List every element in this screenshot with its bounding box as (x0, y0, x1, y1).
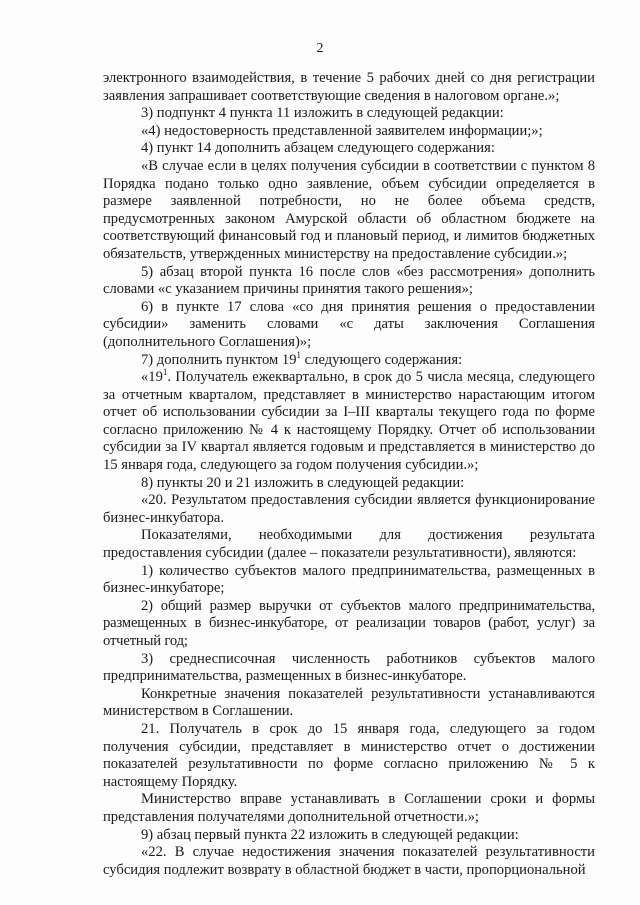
paragraph-item-3: 3) подпункт 4 пункта 11 изложить в следующей редакции: (141, 105, 504, 122)
paragraph-indicator-values: Конкретные значения показателей результативности устанавливаются министерством в Соглашении. (103, 685, 595, 720)
paragraph-continuation: электронного взаимодействия, в течение 5 рабочих дней со дня регистрации заявления запрашивает соответствующие сведения в налоговом органе.»; (103, 70, 595, 104)
quote-19-1-superscript: 1 (162, 367, 168, 378)
quote-19-1-text-post: . Получатель ежеквартально, в срок до 5 числа месяца, следующего за отчетным кварталом, представляет в министерство нарастающим итогом отчет об использовании субсидии за I–III кварталы текущего года по форме согласно приложению № 4 к настоящему Порядку. Отчет об использовании субсидии за IV квартал является годовым и представляется в министерство до 15 января года, следующего за годом получения субсидии.»; (103, 369, 595, 474)
paragraph-item-9: 9) абзац первый пункта 22 изложить в следующей редакции: (141, 826, 519, 843)
paragraph-item-7 (103, 349, 595, 370)
paragraph-additional-reporting: Министерство вправе устанавливать в Соглашении сроки и формы представления получателями дополнительной отчетности.»; (103, 791, 595, 825)
paragraph-indicator-1: 1) количество субъектов малого предпринимательства, размещенных в бизнес-инкубаторе; (103, 562, 595, 597)
paragraph-item-8: 8) пункты 20 и 21 изложить в следующей редакции: (141, 474, 465, 491)
item-7-text-post: следующего содержания: (301, 351, 463, 368)
paragraph-quote-4: «4) недостоверность представленной заявителем информации;»; (141, 122, 543, 139)
page-number: 2 (316, 41, 324, 56)
paragraph-quote-single-application: «В случае если в целях получения субсидии в соответствии с пунктом 8 Порядка подано только одно заявление, объем субсидии определяется в размере заявленной потребности, но не более объема средств, предусмотренных законом Амурской области об областном бюджете на соответствующий финансовый год и плановый период, и лимитов бюджетных обязательств, утвержденных министерству на предоставление субсидии.»; (103, 157, 595, 262)
quote-19-1-text-pre: «19 (141, 369, 163, 386)
item-7-text-pre: 7) дополнить пунктом 19 (141, 351, 297, 368)
paragraph-quote-20: «20. Результатом предоставления субсидии является функционирование бизнес-инкубатора. (103, 492, 595, 526)
item-7-superscript: 1 (296, 349, 302, 360)
paragraph-item-6: 6) в пункте 17 слова «со дня принятия решения о предоставлении субсидии» заменить словами «с даты заключения Соглашения (дополнительного Соглашения)»; (103, 298, 595, 350)
paragraph-indicator-2: 2) общий размер выручки от субъектов малого предпринимательства, размещенных в бизнес-инкубаторе, от реализации товаров (работ, услуг) за отчетный год; (103, 597, 595, 649)
paragraph-quote-22: «22. В случае недостижения значения показателей результативности субсидия подлежит возврату в областной бюджет в части, пропорциональной (103, 844, 595, 878)
paragraph-indicators: Показателями, необходимыми для достижения результата предоставления субсидии (далее – показатели результативности), являются: (103, 527, 595, 562)
paragraph-item-4: 4) пункт 14 дополнить абзацем следующего содержания: (141, 140, 495, 157)
paragraph-indicator-3: 3) среднесписочная численность работников субъектов малого предпринимательства, размещенных в бизнес-инкубаторе. (103, 650, 595, 685)
document-body (103, 70, 595, 879)
paragraph-point-21: 21. Получатель в срок до 15 января года, следующего за годом получения субсидии, представляет в министерство отчет о достижении показателей результативности по форме согласно приложению № 5 к настоящему Порядку. (103, 720, 595, 790)
paragraph-item-5: 5) абзац второй пункта 16 после слов «без рассмотрения» дополнить словами «с указанием причины принятия такого решения»; (103, 263, 595, 298)
paragraph-quote-19-1 (103, 369, 595, 475)
